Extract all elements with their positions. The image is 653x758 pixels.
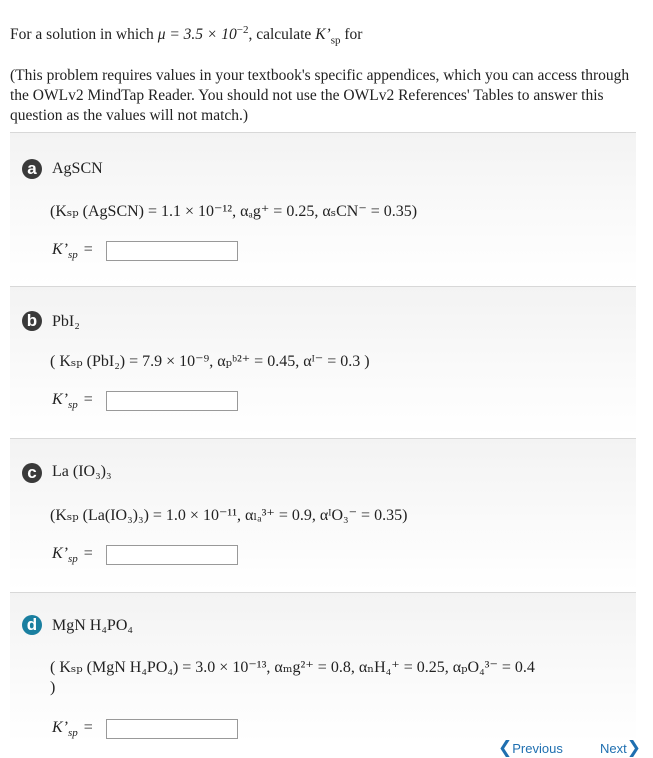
part-c-answer-label: $K’_{sp}$ = bbox=[52, 545, 93, 566]
part-a-answer-input[interactable] bbox=[106, 241, 238, 261]
part-d-given: ( Kₛₚ (MgN H₄PO₄) = 3.0 × 10⁻¹³, αₘg²⁺ = 0.8, αₙH₄⁺ = 0.25, αₚO₄³⁻ = 0.4 bbox=[50, 659, 535, 676]
part-a-answer-label: $K’_{sp}$ = bbox=[52, 241, 93, 262]
next-button[interactable] bbox=[600, 738, 641, 758]
part-d-badge: d bbox=[22, 615, 42, 635]
problem-statement: For a solution in which $\mu = 3.5 \times 10^{-2}$, calculate $K’_{sp}$ for bbox=[10, 24, 363, 47]
part-d-title: MgN H₄PO₄ bbox=[52, 617, 133, 634]
part-b-title: PbI₂ bbox=[52, 313, 80, 330]
instruction-note: (This problem requires values in your textbook's specific appendices, which you can access through the OWLv2 MindTap Reader. You should not use the OWLv2 References' Tables to answer this question as the values will not match.) bbox=[10, 67, 630, 125]
part-c-badge: c bbox=[22, 463, 42, 483]
part-b-panel bbox=[10, 286, 636, 437]
part-d-panel bbox=[10, 592, 636, 743]
previous-label: Previous bbox=[512, 741, 563, 756]
previous-button[interactable] bbox=[498, 738, 563, 758]
part-d-answer-input[interactable] bbox=[106, 719, 238, 739]
part-b-answer-input[interactable] bbox=[106, 391, 238, 411]
part-a-badge: a bbox=[22, 159, 42, 179]
part-a-title: AgSCN bbox=[52, 160, 103, 177]
part-a-given: (Kₛₚ (AgSCN) = 1.1 × 10⁻¹², αₐg⁺ = 0.25, αₛCN⁻ = 0.35) bbox=[50, 203, 418, 220]
problem-intro bbox=[10, 20, 640, 126]
part-c-panel bbox=[10, 438, 636, 591]
ionic-strength: μ = 3.5 × 10 bbox=[157, 26, 237, 44]
chevron-right-icon: ❯ bbox=[626, 738, 641, 757]
part-c-answer-input[interactable] bbox=[106, 545, 238, 565]
part-d-given-continued: ) bbox=[50, 679, 56, 696]
part-a-panel bbox=[10, 132, 636, 285]
next-label: Next bbox=[600, 741, 627, 756]
chevron-left-icon: ❮ bbox=[498, 738, 513, 757]
part-b-badge: b bbox=[22, 311, 42, 331]
part-b-given: ( Kₛₚ (PbI₂) = 7.9 × 10⁻⁹, αₚᵇ²⁺ = 0.45, αᴵ⁻ = 0.3 ) bbox=[50, 353, 370, 370]
part-c-given: (Kₛₚ (La(IO₃)₃) = 1.0 × 10⁻¹¹, αₗₐ³⁺ = 0.9, αᴵO₃⁻ = 0.35) bbox=[50, 507, 408, 524]
part-c-title: La (IO₃)₃ bbox=[52, 463, 112, 480]
part-b-answer-label: $K’_{sp}$ = bbox=[52, 391, 93, 412]
part-d-answer-label: $K’_{sp}$ = bbox=[52, 719, 93, 740]
